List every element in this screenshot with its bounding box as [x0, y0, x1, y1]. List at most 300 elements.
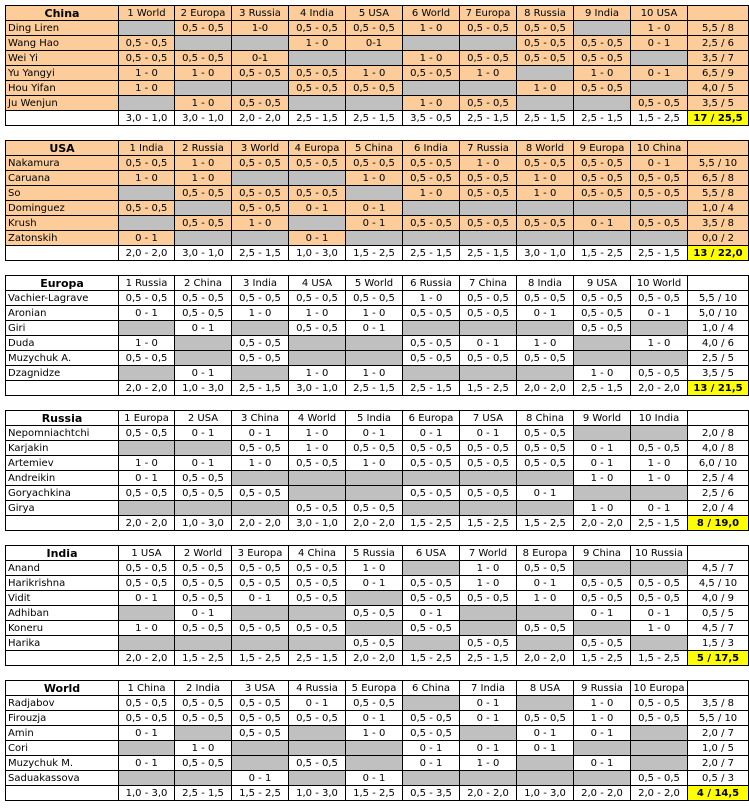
- empty-cell: [119, 366, 175, 381]
- result-cell: 0 - 1: [574, 606, 631, 621]
- result-cell: 0,5 - 0,5: [460, 171, 517, 186]
- empty-cell: [119, 96, 175, 111]
- round-total: 2,5 - 1,5: [232, 381, 289, 396]
- result-cell: 0,5 - 0,5: [574, 636, 631, 651]
- result-cell: 0-1: [346, 36, 403, 51]
- empty-cell: [574, 96, 631, 111]
- empty-cell: [631, 201, 688, 216]
- round-header: 3 USA: [232, 681, 289, 696]
- result-cell: 0,5 - 0,5: [346, 441, 403, 456]
- result-cell: 0 - 1: [119, 591, 175, 606]
- result-cell: 0,5 - 0,5: [631, 576, 688, 591]
- totals-label: [6, 516, 119, 531]
- player-score: 6,0 / 10: [688, 456, 749, 471]
- result-cell: 0,5 - 0,5: [403, 66, 460, 81]
- result-cell: 0,5 - 0,5: [403, 336, 460, 351]
- empty-cell: [460, 321, 517, 336]
- round-total: 3,0 - 1,0: [119, 111, 175, 126]
- grand-total: 13 / 21,5: [688, 381, 749, 396]
- totals-row: [6, 111, 749, 126]
- result-cell: 0,5 - 0,5: [119, 561, 175, 576]
- empty-cell: [119, 501, 175, 516]
- empty-cell: [574, 201, 631, 216]
- player-score: 3,5 / 8: [688, 696, 749, 711]
- round-total: 2,5 - 1,5: [574, 111, 631, 126]
- result-cell: 1 - 0: [232, 216, 289, 231]
- round-header: 1 China: [119, 681, 175, 696]
- empty-cell: [403, 696, 460, 711]
- player-name: Harikrishna: [6, 576, 119, 591]
- player-row: [6, 66, 749, 81]
- player-row: [6, 36, 749, 51]
- round-total: 2,5 - 1,5: [175, 786, 232, 801]
- player-row: [6, 741, 749, 756]
- team-name: Europa: [6, 276, 119, 291]
- empty-cell: [175, 351, 232, 366]
- result-cell: 1 - 0: [346, 171, 403, 186]
- result-cell: 1 - 0: [574, 711, 631, 726]
- round-header: 3 India: [232, 276, 289, 291]
- result-cell: 1 - 0: [175, 171, 232, 186]
- result-cell: 0 - 1: [517, 576, 574, 591]
- result-cell: 0,5 - 0,5: [574, 156, 631, 171]
- result-cell: 0 - 1: [631, 66, 688, 81]
- empty-cell: [403, 561, 460, 576]
- result-cell: 0,5 - 0,5: [232, 726, 289, 741]
- round-header: 2 Russia: [175, 141, 232, 156]
- round-total: 2,0 - 2,0: [517, 381, 574, 396]
- empty-cell: [175, 36, 232, 51]
- round-header: 4 World: [289, 411, 346, 426]
- round-total: 1,5 - 2,5: [631, 111, 688, 126]
- player-row: [6, 591, 749, 606]
- empty-cell: [403, 36, 460, 51]
- empty-cell: [119, 771, 175, 786]
- empty-cell: [631, 81, 688, 96]
- result-cell: 0,5 - 0,5: [119, 36, 175, 51]
- player-row: [6, 501, 749, 516]
- result-cell: 0,5 - 0,5: [631, 771, 688, 786]
- round-header: 6 Russia: [403, 276, 460, 291]
- result-cell: 1 - 0: [119, 171, 175, 186]
- empty-cell: [346, 471, 403, 486]
- round-header: 10 Europa: [631, 681, 688, 696]
- empty-cell: [574, 741, 631, 756]
- result-cell: 0,5 - 0,5: [460, 456, 517, 471]
- empty-cell: [289, 726, 346, 741]
- result-cell: 0,5 - 0,5: [631, 366, 688, 381]
- result-cell: 0,5 - 0,5: [175, 576, 232, 591]
- grand-total: 8 / 19,0: [688, 516, 749, 531]
- team-name: USA: [6, 141, 119, 156]
- player-score: 4,5 / 7: [688, 621, 749, 636]
- result-cell: 0,5 - 0,5: [232, 96, 289, 111]
- player-row: [6, 471, 749, 486]
- empty-cell: [517, 231, 574, 246]
- player-name: Krush: [6, 216, 119, 231]
- result-cell: 0,5 - 0,5: [574, 576, 631, 591]
- player-score: 1,0 / 5: [688, 741, 749, 756]
- player-score: 1,0 / 4: [688, 201, 749, 216]
- result-cell: 0 - 1: [403, 741, 460, 756]
- player-row: [6, 21, 749, 36]
- result-cell: 1 - 0: [403, 51, 460, 66]
- empty-cell: [460, 201, 517, 216]
- empty-cell: [460, 726, 517, 741]
- result-cell: 0 - 1: [517, 486, 574, 501]
- round-total: 1,0 - 3,0: [517, 786, 574, 801]
- result-cell: 0,5 - 0,5: [631, 591, 688, 606]
- result-cell: 1 - 0: [517, 336, 574, 351]
- result-cell: 0,5 - 0,5: [346, 636, 403, 651]
- result-cell: 0,5 - 0,5: [289, 186, 346, 201]
- round-total: 1,0 - 3,0: [289, 246, 346, 261]
- round-total: 2,5 - 1,5: [631, 246, 688, 261]
- result-cell: 0 - 1: [289, 696, 346, 711]
- empty-cell: [119, 441, 175, 456]
- player-row: [6, 561, 749, 576]
- empty-cell: [631, 636, 688, 651]
- result-cell: 0,5 - 0,5: [403, 306, 460, 321]
- team-block-china: [5, 5, 749, 126]
- round-header: 4 China: [289, 546, 346, 561]
- player-score: 1,5 / 3: [688, 636, 749, 651]
- result-cell: 1 - 0: [346, 306, 403, 321]
- result-cell: 1 - 0: [631, 621, 688, 636]
- header-row: [6, 6, 749, 21]
- empty-cell: [346, 351, 403, 366]
- round-header: 8 China: [517, 411, 574, 426]
- player-name: Andreikin: [6, 471, 119, 486]
- empty-cell: [289, 96, 346, 111]
- result-cell: 1 - 0: [403, 291, 460, 306]
- result-cell: 0,5 - 0,5: [460, 21, 517, 36]
- empty-cell: [119, 606, 175, 621]
- result-cell: 0 - 1: [574, 441, 631, 456]
- player-score: 2,0 / 7: [688, 726, 749, 741]
- result-cell: 0,5 - 0,5: [574, 36, 631, 51]
- result-cell: 0,5 - 0,5: [403, 591, 460, 606]
- result-cell: 0,5 - 0,5: [289, 81, 346, 96]
- player-score: 2,5 / 5: [688, 351, 749, 366]
- player-score: 0,5 / 5: [688, 606, 749, 621]
- result-cell: 0,5 - 0,5: [574, 321, 631, 336]
- round-total: 2,5 - 1,5: [232, 246, 289, 261]
- empty-cell: [119, 321, 175, 336]
- player-row: [6, 711, 749, 726]
- result-cell: 0,5 - 0,5: [460, 351, 517, 366]
- player-name: Goryachkina: [6, 486, 119, 501]
- header-row: [6, 681, 749, 696]
- result-cell: 0,5 - 0,5: [289, 321, 346, 336]
- result-cell: 1 - 0: [232, 456, 289, 471]
- empty-cell: [517, 501, 574, 516]
- round-header: 9 Europa: [574, 141, 631, 156]
- player-name: Amin: [6, 726, 119, 741]
- result-cell: 1 - 0: [175, 96, 232, 111]
- result-cell: 0,5 - 0,5: [574, 171, 631, 186]
- result-cell: 0,5 - 0,5: [232, 186, 289, 201]
- round-total: 3,0 - 1,0: [289, 381, 346, 396]
- player-name: Wang Hao: [6, 36, 119, 51]
- empty-cell: [460, 36, 517, 51]
- result-cell: 0,5 - 0,5: [517, 561, 574, 576]
- empty-cell: [119, 741, 175, 756]
- result-cell: 0,5 - 0,5: [403, 216, 460, 231]
- empty-cell: [175, 81, 232, 96]
- team-name: China: [6, 6, 119, 21]
- result-cell: 0 - 1: [289, 231, 346, 246]
- result-cell: 1 - 0: [460, 576, 517, 591]
- player-name: Nepomniachtchi: [6, 426, 119, 441]
- result-cell: 0,5 - 0,5: [517, 711, 574, 726]
- player-row: [6, 756, 749, 771]
- player-score: 1,0 / 4: [688, 321, 749, 336]
- empty-cell: [574, 486, 631, 501]
- result-cell: 0 - 1: [232, 771, 289, 786]
- round-total: 1,5 - 2,5: [232, 786, 289, 801]
- result-cell: 0,5 - 0,5: [460, 186, 517, 201]
- result-cell: 1 - 0: [119, 81, 175, 96]
- result-cell: 0,5 - 0,5: [232, 201, 289, 216]
- result-cell: 0,5 - 0,5: [232, 696, 289, 711]
- result-cell: 0 - 1: [346, 426, 403, 441]
- empty-cell: [346, 741, 403, 756]
- round-total: 1,5 - 2,5: [460, 381, 517, 396]
- empty-cell: [289, 216, 346, 231]
- team-name: Russia: [6, 411, 119, 426]
- result-cell: 1 - 0: [574, 366, 631, 381]
- player-name: Vachier-Lagrave: [6, 291, 119, 306]
- result-cell: 0 - 1: [574, 756, 631, 771]
- result-cell: 1 - 0: [289, 366, 346, 381]
- empty-cell: [574, 621, 631, 636]
- player-row: [6, 366, 749, 381]
- result-cell: 1 - 0: [631, 21, 688, 36]
- round-header: 9 India: [574, 6, 631, 21]
- result-cell: 0,5 - 0,5: [175, 306, 232, 321]
- result-cell: 0,5 - 0,5: [403, 486, 460, 501]
- player-name: Wei Yi: [6, 51, 119, 66]
- empty-cell: [631, 351, 688, 366]
- totals-label: [6, 111, 119, 126]
- round-total: 1,5 - 2,5: [631, 651, 688, 666]
- player-score: 5,5 / 8: [688, 21, 749, 36]
- result-cell: 1-0: [232, 21, 289, 36]
- team-block-world: [5, 680, 749, 801]
- header-row: [6, 411, 749, 426]
- result-cell: 0,5 - 0,5: [232, 711, 289, 726]
- result-cell: 0,5 - 0,5: [119, 51, 175, 66]
- player-score: 0,5 / 3: [688, 771, 749, 786]
- round-header: 6 China: [403, 681, 460, 696]
- empty-cell: [517, 636, 574, 651]
- round-total: 2,0 - 2,0: [631, 381, 688, 396]
- player-score: 5,5 / 10: [688, 711, 749, 726]
- result-cell: 0,5 - 0,5: [631, 96, 688, 111]
- round-total: 2,0 - 2,0: [631, 786, 688, 801]
- empty-cell: [631, 231, 688, 246]
- team-name: India: [6, 546, 119, 561]
- empty-cell: [403, 201, 460, 216]
- empty-cell: [517, 96, 574, 111]
- result-cell: 1 - 0: [517, 186, 574, 201]
- empty-cell: [631, 726, 688, 741]
- result-cell: 0,5 - 0,5: [574, 51, 631, 66]
- result-cell: 0,5 - 0,5: [460, 486, 517, 501]
- empty-cell: [631, 561, 688, 576]
- player-name: Radjabov: [6, 696, 119, 711]
- empty-cell: [574, 351, 631, 366]
- empty-cell: [346, 756, 403, 771]
- result-cell: 0,5 - 0,5: [289, 291, 346, 306]
- round-total: 2,5 - 1,5: [289, 111, 346, 126]
- empty-cell: [175, 501, 232, 516]
- player-name: Vidit: [6, 591, 119, 606]
- result-cell: 0 - 1: [119, 471, 175, 486]
- round-header: 1 Europa: [119, 411, 175, 426]
- player-score: 4,0 / 6: [688, 336, 749, 351]
- player-name: Dominguez: [6, 201, 119, 216]
- round-total: 2,5 - 1,5: [346, 381, 403, 396]
- result-cell: 0,5 - 0,5: [517, 21, 574, 36]
- result-cell: 0,5 - 0,5: [403, 156, 460, 171]
- round-total: 2,5 - 1,5: [460, 246, 517, 261]
- empty-cell: [403, 471, 460, 486]
- result-cell: 0 - 1: [289, 201, 346, 216]
- empty-cell: [517, 321, 574, 336]
- round-total: 2,0 - 2,0: [232, 516, 289, 531]
- result-cell: 1 - 0: [403, 96, 460, 111]
- empty-cell: [631, 741, 688, 756]
- result-cell: 0,5 - 0,5: [232, 156, 289, 171]
- result-cell: 0-1: [232, 51, 289, 66]
- result-cell: 0,5 - 0,5: [346, 291, 403, 306]
- result-cell: 1 - 0: [119, 621, 175, 636]
- player-name: Muzychuk M.: [6, 756, 119, 771]
- player-name: Muzychuk A.: [6, 351, 119, 366]
- result-cell: 0,5 - 0,5: [460, 441, 517, 456]
- round-total: 1,5 - 2,5: [175, 651, 232, 666]
- round-header: 1 USA: [119, 546, 175, 561]
- empty-cell: [175, 336, 232, 351]
- player-score: 5,5 / 10: [688, 291, 749, 306]
- result-cell: 0 - 1: [460, 711, 517, 726]
- player-score: 4,0 / 9: [688, 591, 749, 606]
- result-cell: 1 - 0: [119, 456, 175, 471]
- totals-row: [6, 651, 749, 666]
- round-total: 3,0 - 1,0: [175, 246, 232, 261]
- result-cell: 1 - 0: [517, 591, 574, 606]
- round-total: 2,0 - 2,0: [119, 246, 175, 261]
- player-row: [6, 696, 749, 711]
- round-header: 9 China: [574, 546, 631, 561]
- empty-cell: [517, 471, 574, 486]
- result-cell: 0 - 1: [403, 606, 460, 621]
- player-row: [6, 351, 749, 366]
- round-header: 2 Europa: [175, 6, 232, 21]
- result-cell: 0,5 - 0,5: [119, 576, 175, 591]
- result-cell: 0,5 - 0,5: [175, 756, 232, 771]
- player-row: [6, 81, 749, 96]
- team-block-europa: [5, 275, 749, 396]
- result-cell: 0 - 1: [346, 771, 403, 786]
- round-header: 7 World: [460, 546, 517, 561]
- result-cell: 0 - 1: [119, 306, 175, 321]
- player-score: 4,0 / 5: [688, 81, 749, 96]
- totals-label: [6, 651, 119, 666]
- empty-cell: [517, 366, 574, 381]
- result-cell: 0,5 - 0,5: [403, 441, 460, 456]
- round-header: 9 World: [574, 411, 631, 426]
- empty-cell: [232, 231, 289, 246]
- result-cell: 0,5 - 0,5: [289, 711, 346, 726]
- round-header: 3 Russia: [232, 6, 289, 21]
- empty-cell: [232, 171, 289, 186]
- round-total: 1,5 - 2,5: [346, 786, 403, 801]
- empty-cell: [631, 756, 688, 771]
- result-cell: 0 - 1: [119, 756, 175, 771]
- result-cell: 1 - 0: [346, 456, 403, 471]
- round-header: 3 China: [232, 411, 289, 426]
- player-row: [6, 486, 749, 501]
- round-header: 10 World: [631, 276, 688, 291]
- player-row: [6, 426, 749, 441]
- result-cell: 0,5 - 0,5: [175, 51, 232, 66]
- result-cell: 1 - 0: [460, 561, 517, 576]
- empty-cell: [232, 36, 289, 51]
- result-cell: 0,5 - 0,5: [119, 696, 175, 711]
- round-total: 0,5 - 3,5: [403, 786, 460, 801]
- result-cell: 0,5 - 0,5: [346, 81, 403, 96]
- empty-cell: [289, 771, 346, 786]
- result-cell: 0,5 - 0,5: [460, 636, 517, 651]
- empty-cell: [175, 771, 232, 786]
- result-cell: 0,5 - 0,5: [289, 756, 346, 771]
- empty-cell: [175, 441, 232, 456]
- round-header: 1 Russia: [119, 276, 175, 291]
- empty-cell: [175, 726, 232, 741]
- round-total: 1,5 - 2,5: [346, 246, 403, 261]
- player-name: Artemiev: [6, 456, 119, 471]
- empty-cell: [289, 171, 346, 186]
- result-cell: 0,5 - 0,5: [517, 441, 574, 456]
- result-cell: 0,5 - 0,5: [517, 156, 574, 171]
- result-cell: 0,5 - 0,5: [119, 711, 175, 726]
- player-row: [6, 321, 749, 336]
- round-header: 8 Russia: [517, 6, 574, 21]
- result-cell: 0,5 - 0,5: [631, 171, 688, 186]
- empty-cell: [289, 51, 346, 66]
- empty-cell: [289, 351, 346, 366]
- result-cell: 0,5 - 0,5: [232, 576, 289, 591]
- player-score: 3,5 / 8: [688, 216, 749, 231]
- player-score: 4,0 / 8: [688, 441, 749, 456]
- result-cell: 0 - 1: [175, 366, 232, 381]
- player-row: [6, 441, 749, 456]
- result-cell: 0,5 - 0,5: [574, 186, 631, 201]
- round-header: 7 USA: [460, 411, 517, 426]
- empty-cell: [460, 621, 517, 636]
- grand-total: 17 / 25,5: [688, 111, 749, 126]
- result-cell: 0,5 - 0,5: [175, 186, 232, 201]
- result-cell: 0 - 1: [232, 426, 289, 441]
- result-cell: 0 - 1: [403, 756, 460, 771]
- result-cell: 0 - 1: [175, 606, 232, 621]
- score-header: [688, 141, 749, 156]
- result-cell: 1 - 0: [403, 186, 460, 201]
- empty-cell: [631, 51, 688, 66]
